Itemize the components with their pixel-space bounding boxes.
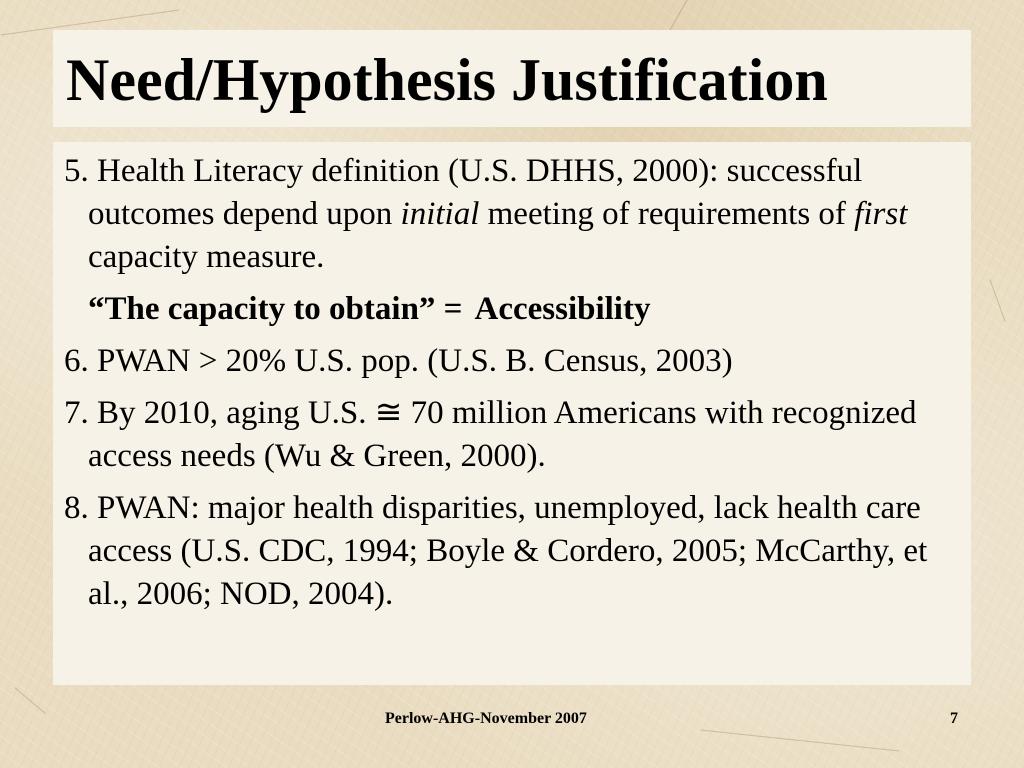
point-text: meeting of requirements of (479, 196, 855, 232)
bullet-point (64, 150, 964, 279)
bullet-point: 6. PWAN > 20% U.S. pop. (U.S. B. Census, 2003) (64, 343, 733, 379)
emphasis-right: Accessibility (474, 291, 651, 327)
emphasis-left: “The capacity to obtain” = (88, 291, 463, 327)
bullet-point: 8. PWAN: major health disparities, unemployed, lack health care access (U.S. CDC, 1994; Boyle & Cordero, 2005; McCarthy, et al., 2006; NOD, 2004). (64, 490, 928, 612)
slide-content (64, 150, 964, 625)
page-number: 7 (950, 710, 958, 727)
emphasis-line (64, 288, 964, 331)
point-text: capacity measure. (88, 239, 325, 275)
paper-fiber (700, 730, 899, 752)
slide-title: Need/Hypothesis Justification (66, 47, 828, 113)
footer-text: Perlow-AHG-November 2007 (385, 710, 587, 727)
italic-word: first (854, 196, 908, 232)
paper-fiber (14, 687, 45, 713)
point-text: 5. Health Literacy definition (U.S. DHHS, 2000): successful outcomes depend upon (64, 153, 863, 232)
bullet-point: 7. By 2010, aging U.S. ≅ 70 million Americans with recognized access needs (Wu & Green, 2000). (64, 395, 917, 474)
paper-fiber (989, 279, 1005, 322)
italic-word: initial (400, 196, 480, 232)
